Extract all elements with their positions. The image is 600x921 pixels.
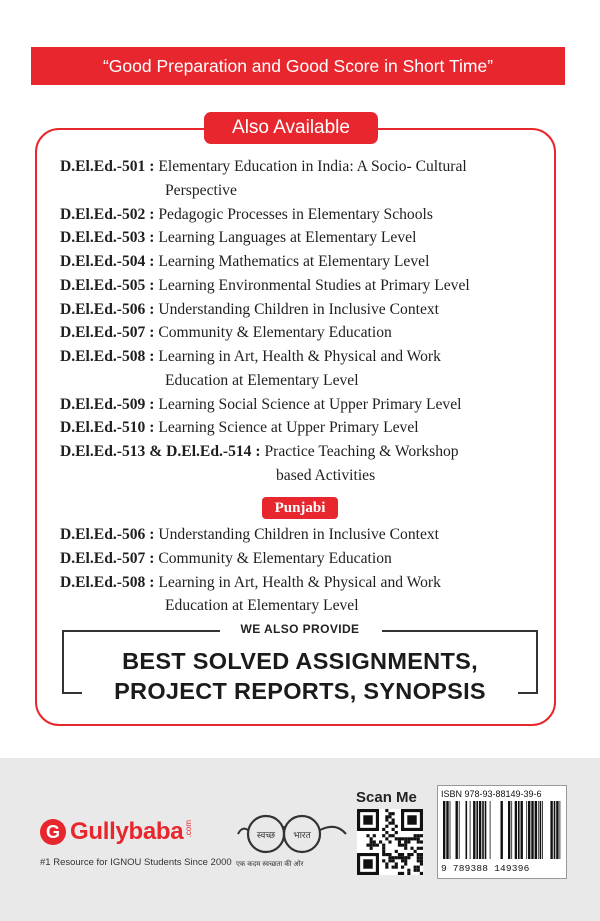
course-title: Learning Environmental Studies at Primary Level: [158, 276, 470, 294]
also-available-heading: Also Available: [204, 112, 378, 144]
course-entry: [60, 252, 429, 271]
course-title: Elementary Education in India: A Socio- Cultural: [158, 158, 467, 175]
course-title: Learning Social Science at Upper Primary Level: [158, 395, 462, 413]
qr-code-icon[interactable]: [357, 809, 423, 875]
course-title: Pedagogic Processes in Elementary Schools: [158, 205, 433, 223]
course-code: D.El.Ed.-506 :: [60, 526, 155, 543]
course-title-continued: Education at Elementary Level: [165, 371, 359, 389]
course-title-continued: Education at Elementary Level: [165, 597, 359, 615]
course-title: Learning in Art, Health & Physical and Work: [158, 573, 441, 591]
course-code: D.El.Ed.-509 :: [60, 395, 155, 413]
course-entry: [60, 347, 441, 366]
tagline-banner: “Good Preparation and Good Score in Short Time”: [31, 47, 565, 85]
course-code: D.El.Ed.-513 & D.El.Ed.-514 :: [60, 443, 261, 460]
course-code: D.El.Ed.-507 :: [60, 324, 155, 342]
course-entry: [60, 228, 416, 247]
course-code: D.El.Ed.-501 :: [60, 158, 155, 175]
course-entry: [60, 549, 392, 568]
course-title: Practice Teaching & Workshop: [264, 443, 459, 460]
course-title: Understanding Children in Inclusive Context: [158, 526, 440, 543]
course-code: D.El.Ed.-506 :: [60, 300, 155, 318]
course-entry: [60, 573, 441, 592]
course-title: Learning Science at Upper Primary Level: [158, 419, 419, 437]
swachh-left-text: स्वच्छ: [256, 831, 276, 841]
course-code: D.El.Ed.-504 :: [60, 253, 155, 270]
course-code: D.El.Ed.-510 :: [60, 419, 155, 437]
course-title-continued: Perspective: [165, 181, 237, 199]
course-title: Learning Mathematics at Elementary Level: [158, 253, 430, 270]
provide-label: WE ALSO PROVIDE: [240, 622, 360, 636]
course-entry: [60, 157, 467, 176]
course-code: D.El.Ed.-508 :: [60, 573, 155, 591]
scan-me-label: Scan Me: [356, 789, 417, 806]
logo-com: .com: [184, 820, 194, 838]
course-code: D.El.Ed.-505 :: [60, 276, 155, 294]
course-entry: [60, 525, 439, 544]
swachh-right-text: भारत: [293, 831, 311, 841]
course-title: Learning Languages at Elementary Level: [158, 229, 417, 247]
course-title: Understanding Children in Inclusive Context: [158, 300, 440, 318]
course-entry: [60, 418, 419, 437]
logo-g-icon: G: [40, 819, 66, 845]
logo-name: Gullybaba: [70, 818, 184, 845]
course-entry: [60, 395, 461, 414]
barcode-number: 9 789388 149396: [441, 863, 530, 874]
course-entry: [60, 205, 433, 224]
isbn-text: ISBN 978-93-88149-39-6: [441, 789, 542, 799]
course-code: D.El.Ed.-503 :: [60, 229, 155, 247]
course-entry: [60, 276, 470, 295]
course-code: D.El.Ed.-502 :: [60, 205, 155, 223]
course-entry: [60, 442, 459, 461]
punjabi-label: Punjabi: [262, 497, 338, 519]
provide-line-2: PROJECT REPORTS, SYNOPSIS: [114, 678, 486, 704]
gullybaba-logo: [40, 818, 193, 846]
course-entry: [60, 300, 439, 319]
logo-tagline: #1 Resource for IGNOU Students Since 2000: [40, 857, 232, 868]
provide-line-1: BEST SOLVED ASSIGNMENTS,: [122, 648, 478, 674]
course-code: D.El.Ed.-507 :: [60, 549, 155, 567]
course-entry: [60, 323, 392, 342]
barcode-icon: [443, 801, 561, 859]
course-title: Community & Elementary Education: [158, 324, 392, 342]
swachh-tagline: एक कदम स्वच्छता की ओर: [236, 861, 304, 868]
course-title: Learning in Art, Health & Physical and Work: [158, 348, 441, 365]
course-title-continued: based Activities: [276, 466, 376, 484]
course-title: Community & Elementary Education: [158, 549, 392, 567]
course-code: D.El.Ed.-508 :: [60, 348, 155, 365]
